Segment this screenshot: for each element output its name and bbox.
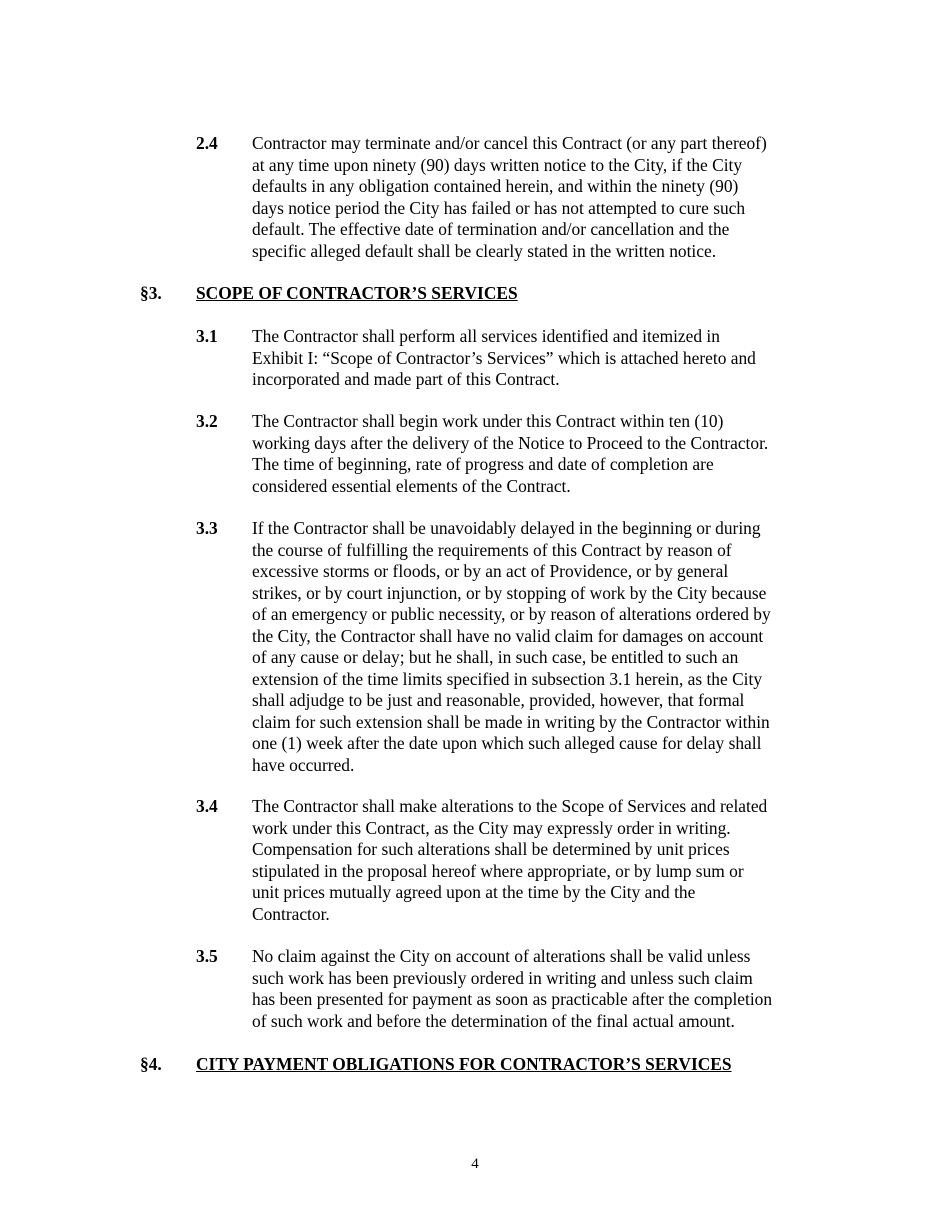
clause-line: Exhibit I: “Scope of Contractor’s Services” which is attached hereto and xyxy=(252,347,756,368)
clause-line: The Contractor shall make alterations to the Scope of Services and related xyxy=(252,796,768,816)
clause-line: Compensation for such alterations shall be determined by unit prices xyxy=(252,839,730,859)
clause-number: 3.5 xyxy=(196,946,218,966)
clause-line: The time of beginning, rate of progress and date of completion are xyxy=(252,454,714,474)
clause-line: work under this Contract, as the City may expressly order in writing. xyxy=(252,817,731,838)
clause-line: extension of the time limits specified in subsection 3.1 herein, as the City xyxy=(252,668,763,689)
clause-line: Contractor may terminate and/or cancel this Contract (or any part thereof) xyxy=(252,133,767,153)
section-4-heading xyxy=(140,1054,732,1075)
clause-line: claim for such extension shall be made in writing by the Contractor within xyxy=(252,711,770,732)
clause-line: at any time upon ninety (90) days written notice to the City, if the City xyxy=(252,154,743,175)
clause-text xyxy=(252,946,832,1032)
section-3-heading xyxy=(140,283,518,304)
clause-line: excessive storms or floods, or by an act of Providence, or by general xyxy=(252,561,729,581)
clause-line: considered essential elements of the Contract. xyxy=(252,475,571,496)
clause-number: 2.4 xyxy=(196,133,218,153)
clause-line: such work has been previously ordered in writing and unless such claim xyxy=(252,967,753,988)
clause-text xyxy=(252,326,832,391)
clause-number: 3.3 xyxy=(196,518,218,538)
clause-number: 3.1 xyxy=(196,326,218,346)
clause-line: shall adjudge to be just and reasonable, provided, however, that formal xyxy=(252,690,745,710)
clause-text xyxy=(252,796,832,925)
clause-line: has been presented for payment as soon as practicable after the completion xyxy=(252,989,773,1009)
clause-number: 3.4 xyxy=(196,796,218,816)
clause-line: If the Contractor shall be unavoidably delayed in the beginning or during xyxy=(252,518,761,538)
clause-line: Contractor. xyxy=(252,903,330,924)
section-title: CITY PAYMENT OBLIGATIONS FOR CONTRACTOR’S SERVICES xyxy=(196,1054,732,1074)
clause-line: one (1) week after the date upon which such alleged cause for delay shall xyxy=(252,733,762,753)
clause-text xyxy=(252,411,832,497)
clause-line: working days after the delivery of the Notice to Proceed to the Contractor. xyxy=(252,432,769,453)
clause-number: 3.2 xyxy=(196,411,218,431)
clause-line: No claim against the City on account of alterations shall be valid unless xyxy=(252,946,751,966)
section-number: §3. xyxy=(140,283,162,303)
clause-line: strikes, or by court injunction, or by stopping of work by the City because xyxy=(252,582,767,603)
section-number: §4. xyxy=(140,1054,162,1074)
clause-line: defaults in any obligation contained herein, and within the ninety (90) xyxy=(252,176,739,196)
clause-line: days notice period the City has failed or has not attempted to cure such xyxy=(252,197,746,218)
clause-line: have occurred. xyxy=(252,754,355,775)
clause-text xyxy=(252,518,832,776)
clause-line: of such work and before the determination of the final actual amount. xyxy=(252,1010,735,1031)
clause-line: The Contractor shall begin work under this Contract within ten (10) xyxy=(252,411,724,431)
clause-line: incorporated and made part of this Contract. xyxy=(252,369,560,389)
clause-line: of any cause or delay; but he shall, in such case, be entitled to such an xyxy=(252,647,739,667)
clause-line: default. The effective date of termination and/or cancellation and the xyxy=(252,219,730,239)
clause-line: stipulated in the proposal hereof where appropriate, or by lump sum or xyxy=(252,860,744,881)
page-number: 4 xyxy=(471,1156,479,1172)
section-title: SCOPE OF CONTRACTOR’S SERVICES xyxy=(196,283,518,303)
clause-line: specific alleged default shall be clearly stated in the written notice. xyxy=(252,240,717,261)
clause-line: the course of fulfilling the requirements of this Contract by reason of xyxy=(252,539,732,560)
clause-line: of an emergency or public necessity, or by reason of alterations ordered by xyxy=(252,604,771,624)
clause-line: the City, the Contractor shall have no valid claim for damages on account xyxy=(252,625,764,646)
clause-line: The Contractor shall perform all services identified and itemized in xyxy=(252,326,720,346)
clause-text xyxy=(252,133,832,262)
clause-line: unit prices mutually agreed upon at the time by the City and the xyxy=(252,882,696,902)
